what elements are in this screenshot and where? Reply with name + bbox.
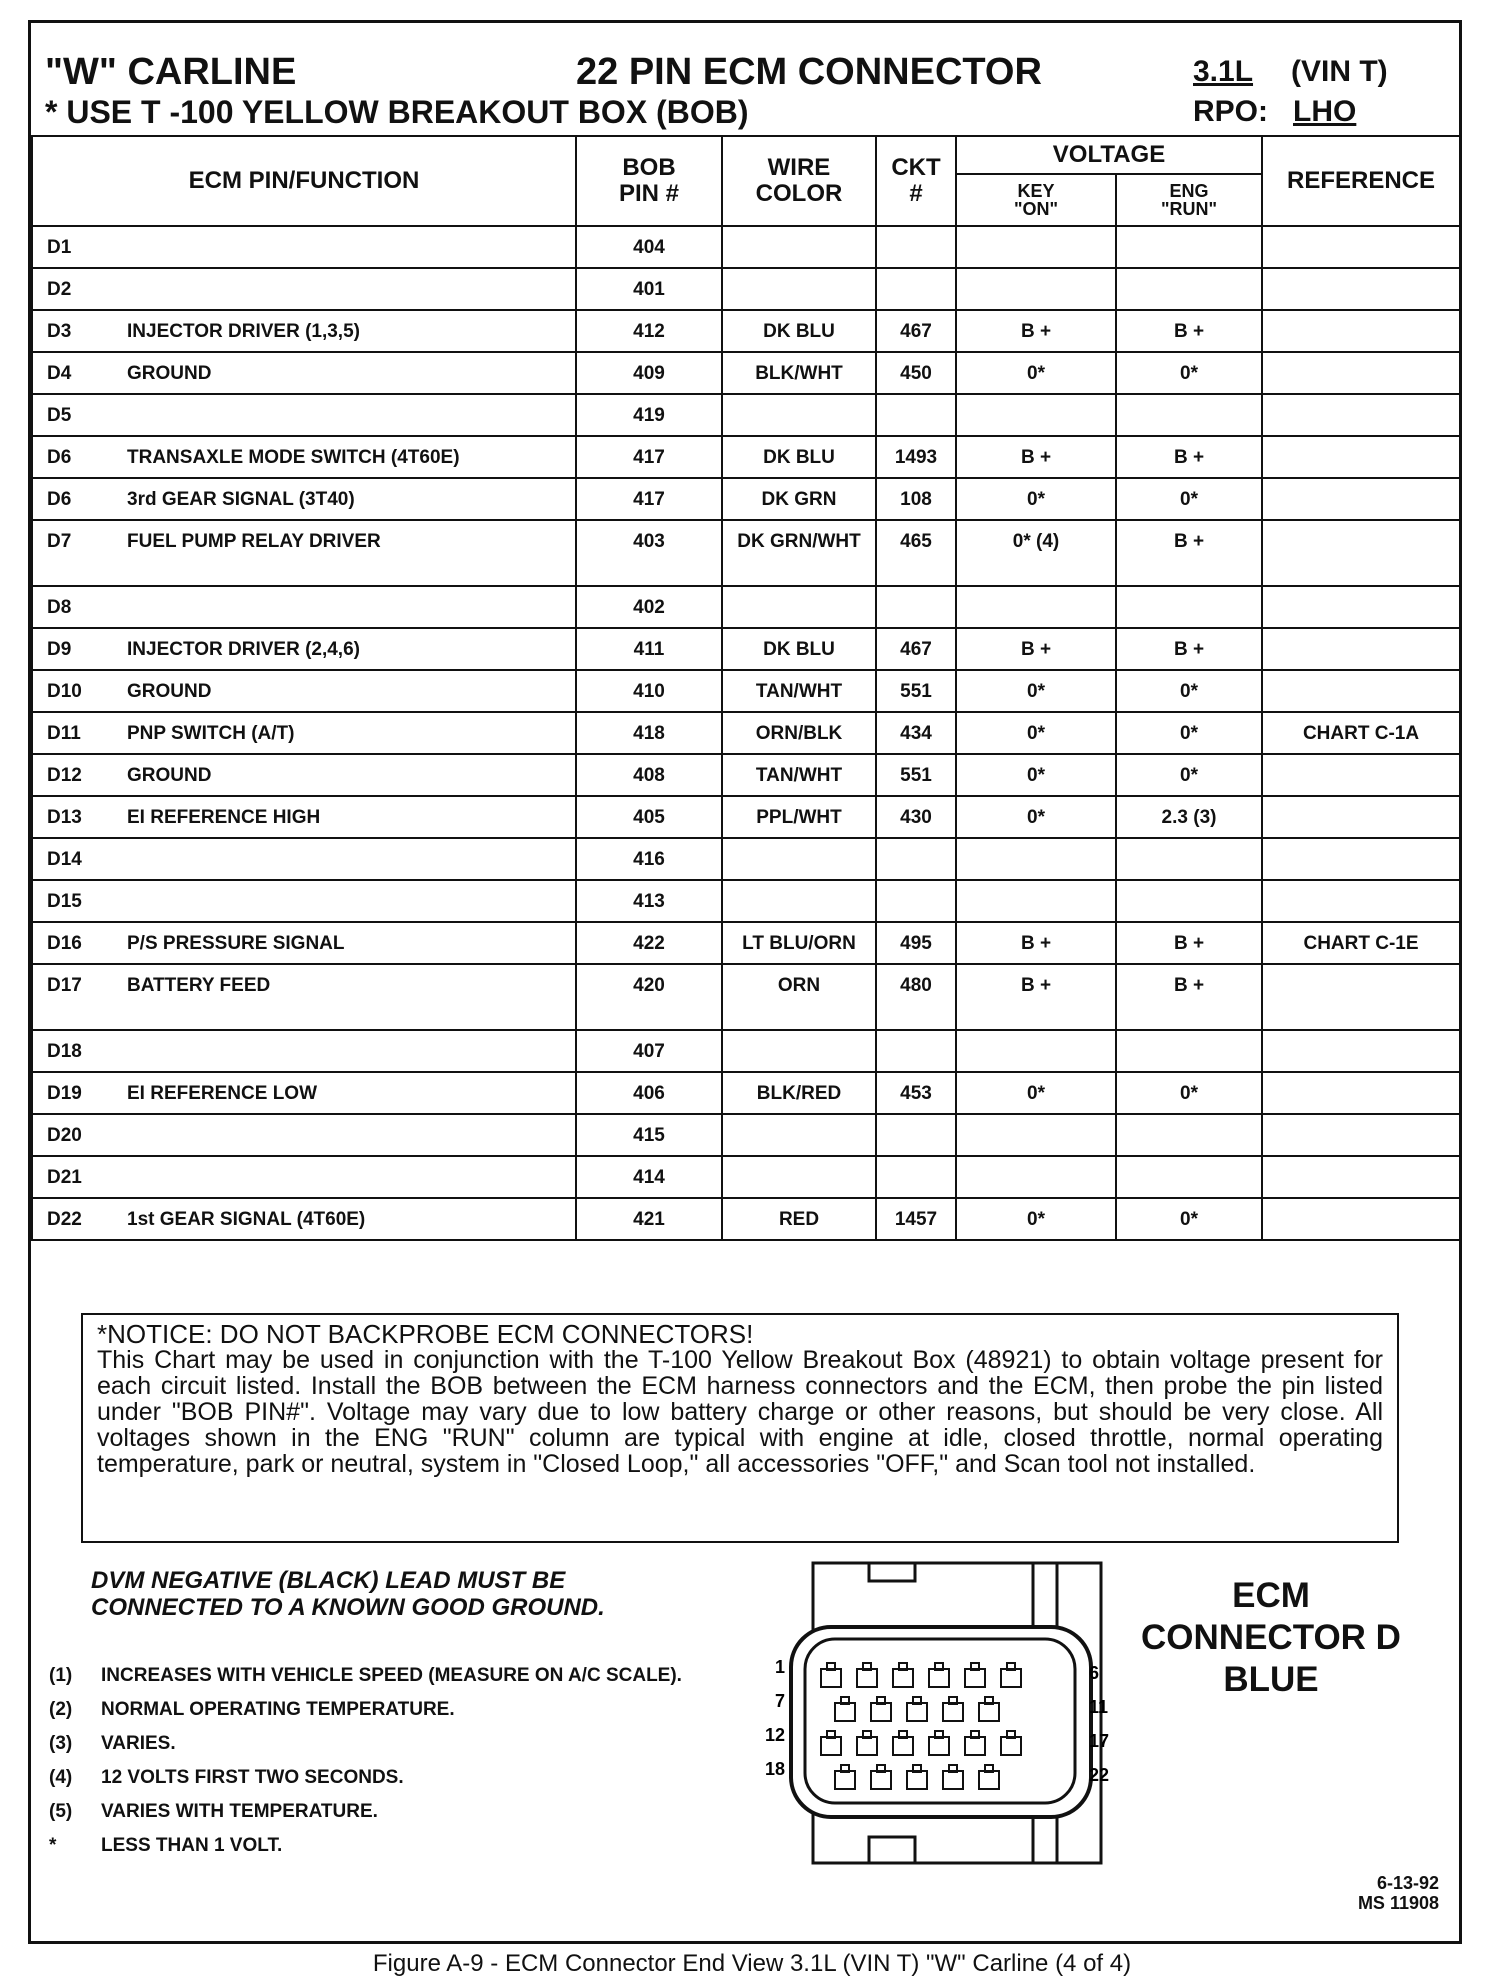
- cell-bob: 416: [576, 838, 722, 880]
- cell-wire: PPL/WHT: [722, 796, 876, 838]
- cell-key: 0*: [956, 352, 1116, 394]
- cell-pin: D19: [47, 1083, 82, 1104]
- cell-bob: 409: [576, 352, 722, 394]
- cell-bob: 404: [576, 226, 722, 268]
- pin-rows: [32, 226, 1460, 1240]
- cell-bob: 412: [576, 310, 722, 352]
- pin-row: [32, 628, 1460, 670]
- cell-function: [32, 1198, 576, 1240]
- cell-key: [956, 1030, 1116, 1072]
- pin-row: [32, 586, 1460, 628]
- cell-ref: [1262, 964, 1460, 1030]
- cell-wire: ORN: [722, 964, 876, 1030]
- cell-eng: B +: [1116, 628, 1262, 670]
- cell-ckt: [876, 394, 956, 436]
- cell-eng: 0*: [1116, 1072, 1262, 1114]
- col-wire-color: [722, 136, 876, 226]
- cell-eng: 0*: [1116, 754, 1262, 796]
- pin-row: [32, 712, 1460, 754]
- rpo-value: [1293, 87, 1356, 137]
- cell-wire: [722, 268, 876, 310]
- cell-ckt: 1493: [876, 436, 956, 478]
- cell-pin: D13: [47, 807, 82, 828]
- cell-eng: B +: [1116, 436, 1262, 478]
- cell-bob: 414: [576, 1156, 722, 1198]
- pin-number-right: 11: [1089, 1697, 1109, 1717]
- cell-function: [32, 922, 576, 964]
- cell-key: [956, 586, 1116, 628]
- footnote-key: (3): [49, 1733, 73, 1754]
- pin-row: [32, 352, 1460, 394]
- footnote: [49, 1761, 749, 1795]
- pin-row: [32, 838, 1460, 880]
- cell-bob: 419: [576, 394, 722, 436]
- cell-function-text: GROUND: [127, 765, 212, 786]
- pin-row: [32, 1156, 1460, 1198]
- cell-function: [32, 1072, 576, 1114]
- cell-function-text: EI REFERENCE HIGH: [127, 807, 321, 828]
- footnote-key: (2): [49, 1699, 73, 1720]
- pin-number-right: 6: [1089, 1663, 1100, 1683]
- dvm-warning: [91, 1567, 691, 1621]
- cell-ref: [1262, 478, 1460, 520]
- cell-ref: [1262, 394, 1460, 436]
- cell-function: [32, 628, 576, 670]
- cell-ref: [1262, 670, 1460, 712]
- pin-row: [32, 436, 1460, 478]
- cell-key: [956, 268, 1116, 310]
- pin-row: [32, 394, 1460, 436]
- cell-wire: DK BLU: [722, 436, 876, 478]
- cell-bob: 417: [576, 436, 722, 478]
- cell-bob: 413: [576, 880, 722, 922]
- cell-ckt: 480: [876, 964, 956, 1030]
- cell-bob: 402: [576, 586, 722, 628]
- cell-ckt: [876, 838, 956, 880]
- col-key-line1: KEY: [1017, 181, 1055, 201]
- cell-function: [32, 1114, 576, 1156]
- col-key-on: [956, 174, 1116, 226]
- cell-wire: [722, 1156, 876, 1198]
- pin-row: [32, 1114, 1460, 1156]
- footnote: [49, 1727, 749, 1761]
- cell-eng: [1116, 586, 1262, 628]
- cell-key: 0*: [956, 1072, 1116, 1114]
- pin-row: [32, 268, 1460, 310]
- cell-ref: CHART C-1A: [1262, 712, 1460, 754]
- dvm-line1: DVM NEGATIVE (BLACK) LEAD MUST BE: [91, 1567, 566, 1594]
- col-bob-pin: [576, 136, 722, 226]
- cell-wire: DK GRN/WHT: [722, 520, 876, 586]
- cell-bob: 401: [576, 268, 722, 310]
- cell-wire: DK BLU: [722, 628, 876, 670]
- col-eng-run: [1116, 174, 1262, 226]
- cell-ckt: [876, 268, 956, 310]
- cell-function-text: 3rd GEAR SIGNAL (3T40): [127, 489, 355, 510]
- connector-latch-bottom: [869, 1837, 915, 1863]
- col-bob-line1: BOB: [622, 154, 676, 181]
- cell-bob: 422: [576, 922, 722, 964]
- cell-key: [956, 226, 1116, 268]
- pin-row: [32, 796, 1460, 838]
- cell-ref: [1262, 1072, 1460, 1114]
- cell-ckt: 495: [876, 922, 956, 964]
- doc-date: 6-13-92: [1376, 1873, 1439, 1893]
- pin-number-left: 18: [764, 1759, 785, 1779]
- cell-ref: [1262, 1030, 1460, 1072]
- vin-code: (VIN T): [1291, 55, 1388, 88]
- cell-ref: [1262, 520, 1460, 586]
- cell-ref: [1262, 310, 1460, 352]
- cell-ref: [1262, 1198, 1460, 1240]
- pin-row: [32, 964, 1460, 1030]
- cell-wire: LT BLU/ORN: [722, 922, 876, 964]
- cell-eng: B +: [1116, 964, 1262, 1030]
- cell-key: B +: [956, 964, 1116, 1030]
- pin-table: [31, 135, 1461, 1241]
- cell-wire: BLK/RED: [722, 1072, 876, 1114]
- notice-title: *NOTICE: DO NOT BACKPROBE ECM CONNECTORS!: [97, 1319, 754, 1349]
- cell-eng: 0*: [1116, 478, 1262, 520]
- cell-eng: [1116, 1156, 1262, 1198]
- cell-function: [32, 268, 576, 310]
- pin-row: [32, 1198, 1460, 1240]
- col-bob-line2: PIN #: [618, 180, 680, 207]
- cell-bob: 405: [576, 796, 722, 838]
- footnote: [49, 1795, 749, 1829]
- pin-row: [32, 754, 1460, 796]
- cell-ckt: 465: [876, 520, 956, 586]
- cell-key: [956, 880, 1116, 922]
- cell-function: [32, 352, 576, 394]
- cell-function: [32, 838, 576, 880]
- cell-pin: D6: [47, 447, 72, 468]
- cell-key: B +: [956, 436, 1116, 478]
- cell-ckt: 1457: [876, 1198, 956, 1240]
- cell-wire: DK BLU: [722, 310, 876, 352]
- pin-row: [32, 310, 1460, 352]
- col-reference: REFERENCE: [1262, 136, 1460, 226]
- cell-pin: D5: [47, 405, 72, 426]
- cell-function: [32, 520, 576, 586]
- cell-function: [32, 712, 576, 754]
- cell-ckt: [876, 226, 956, 268]
- cell-ckt: 450: [876, 352, 956, 394]
- cell-eng: [1116, 880, 1262, 922]
- cell-key: [956, 1156, 1116, 1198]
- cell-wire: [722, 394, 876, 436]
- cell-wire: [722, 1030, 876, 1072]
- cell-key: 0*: [956, 754, 1116, 796]
- cell-function: [32, 1030, 576, 1072]
- footnote-text: VARIES.: [101, 1733, 176, 1754]
- col-eng-line1: ENG: [1169, 181, 1209, 201]
- cell-pin: D1: [47, 237, 72, 258]
- cell-ref: [1262, 268, 1460, 310]
- col-ckt-line1: CKT: [891, 154, 941, 181]
- pin-row: [32, 520, 1460, 586]
- footnotes: [49, 1659, 749, 1863]
- col-ckt-line2: #: [909, 180, 923, 207]
- cell-ref: [1262, 586, 1460, 628]
- cell-pin: D16: [47, 933, 82, 954]
- cell-ckt: 430: [876, 796, 956, 838]
- cell-eng: 0*: [1116, 712, 1262, 754]
- footnote-text: INCREASES WITH VEHICLE SPEED (MEASURE ON A/C SCALE).: [101, 1665, 682, 1686]
- cell-bob: 407: [576, 1030, 722, 1072]
- pin-number-right: 22: [1089, 1765, 1110, 1785]
- pin-number-left: 1: [774, 1657, 785, 1677]
- cell-eng: 0*: [1116, 352, 1262, 394]
- cell-key: [956, 838, 1116, 880]
- cell-key: B +: [956, 310, 1116, 352]
- cell-function: [32, 796, 576, 838]
- pin-row: [32, 922, 1460, 964]
- col-wire-line1: WIRE: [767, 154, 831, 181]
- footnote-text: LESS THAN 1 VOLT.: [101, 1835, 283, 1856]
- cell-ref: [1262, 436, 1460, 478]
- cell-ref: CHART C-1E: [1262, 922, 1460, 964]
- connector-label-line3: BLUE: [1223, 1660, 1319, 1699]
- cell-ref: [1262, 880, 1460, 922]
- cell-function-text: GROUND: [127, 363, 212, 384]
- cell-pin: D17: [47, 975, 82, 996]
- cell-key: 0*: [956, 712, 1116, 754]
- bob-note: * USE T -100 YELLOW BREAKOUT BOX (BOB): [45, 94, 749, 130]
- cell-pin: D18: [47, 1041, 82, 1062]
- cell-pin: D14: [47, 849, 82, 870]
- cell-key: B +: [956, 922, 1116, 964]
- pin-row: [32, 1030, 1460, 1072]
- rpo-value-text: LHO: [1293, 95, 1357, 128]
- cell-function-text: PNP SWITCH (A/T): [127, 723, 295, 744]
- cell-pin: D8: [47, 597, 72, 618]
- col-eng-line2: "RUN": [1160, 199, 1218, 219]
- cell-ckt: [876, 586, 956, 628]
- pin-row: [32, 1072, 1460, 1114]
- cell-function: [32, 964, 576, 1030]
- rpo-label: RPO:: [1193, 95, 1268, 128]
- cell-function-text: FUEL PUMP RELAY DRIVER: [127, 531, 381, 552]
- cell-wire: [722, 838, 876, 880]
- cell-bob: 408: [576, 754, 722, 796]
- col-wire-line2: COLOR: [755, 180, 843, 207]
- cell-function: [32, 478, 576, 520]
- cell-function: [32, 436, 576, 478]
- cell-wire: TAN/WHT: [722, 754, 876, 796]
- cell-function: [32, 226, 576, 268]
- cell-function: [32, 670, 576, 712]
- cell-pin: D4: [47, 363, 72, 384]
- cell-wire: ORN/BLK: [722, 712, 876, 754]
- cell-eng: 0*: [1116, 1198, 1262, 1240]
- engine-size-value: 3.1L: [1193, 55, 1254, 88]
- cell-function: [32, 754, 576, 796]
- cell-function: [32, 1156, 576, 1198]
- cell-function: [32, 394, 576, 436]
- cell-pin: D22: [47, 1209, 82, 1230]
- col-voltage: VOLTAGE: [956, 136, 1262, 174]
- cell-bob: 417: [576, 478, 722, 520]
- cell-key: 0* (4): [956, 520, 1116, 586]
- notice-box: [81, 1313, 1399, 1543]
- pin-row: [32, 880, 1460, 922]
- cell-ckt: [876, 880, 956, 922]
- cell-ckt: 467: [876, 628, 956, 670]
- footnote-text: VARIES WITH TEMPERATURE.: [101, 1801, 378, 1822]
- doc-id: [1358, 1873, 1439, 1913]
- cell-function: [32, 880, 576, 922]
- cell-pin: D21: [47, 1167, 82, 1188]
- col-function: ECM PIN/FUNCTION: [32, 136, 576, 226]
- cell-pin: D7: [47, 531, 72, 552]
- document-frame: [28, 20, 1462, 1944]
- connector-label-line1: ECM: [1232, 1576, 1310, 1615]
- doc-number: MS 11908: [1357, 1893, 1439, 1913]
- connector-label-line2: CONNECTOR D: [1141, 1618, 1401, 1657]
- cell-eng: [1116, 1114, 1262, 1156]
- cell-pin: D6: [47, 489, 72, 510]
- connector-title: 22 PIN ECM CONNECTOR: [576, 51, 1042, 93]
- cell-ckt: 434: [876, 712, 956, 754]
- cell-key: 0*: [956, 670, 1116, 712]
- cell-wire: TAN/WHT: [722, 670, 876, 712]
- cell-function-text: BATTERY FEED: [127, 975, 271, 996]
- cell-eng: B +: [1116, 520, 1262, 586]
- connector-latch-top: [869, 1563, 915, 1581]
- cell-pin: D15: [47, 891, 82, 912]
- cell-ref: [1262, 1156, 1460, 1198]
- cell-ref: [1262, 754, 1460, 796]
- cell-wire: [722, 1114, 876, 1156]
- cell-ref: [1262, 226, 1460, 268]
- cell-function-text: EI REFERENCE LOW: [127, 1083, 318, 1104]
- cell-wire: BLK/WHT: [722, 352, 876, 394]
- cell-eng: [1116, 268, 1262, 310]
- cell-bob: 410: [576, 670, 722, 712]
- cell-eng: [1116, 1030, 1262, 1072]
- footnote-key: (5): [49, 1801, 73, 1822]
- cell-ckt: 108: [876, 478, 956, 520]
- cell-function-text: 1st GEAR SIGNAL (4T60E): [127, 1209, 366, 1230]
- pin-number-left: 7: [774, 1691, 785, 1711]
- cell-function: [32, 310, 576, 352]
- footnote: [49, 1829, 749, 1863]
- cell-eng: 0*: [1116, 670, 1262, 712]
- cell-wire: RED: [722, 1198, 876, 1240]
- pin-row: [32, 670, 1460, 712]
- cell-function-text: INJECTOR DRIVER (2,4,6): [127, 639, 360, 660]
- cell-eng: [1116, 226, 1262, 268]
- cell-pin: D10: [47, 681, 82, 702]
- cell-ckt: 551: [876, 754, 956, 796]
- cell-pin: D20: [47, 1125, 82, 1146]
- pin-row: [32, 478, 1460, 520]
- footnote-text: 12 VOLTS FIRST TWO SECONDS.: [101, 1767, 404, 1788]
- cell-ckt: [876, 1030, 956, 1072]
- cell-function-text: INJECTOR DRIVER (1,3,5): [127, 321, 360, 342]
- cell-pin: D12: [47, 765, 82, 786]
- cell-ckt: 453: [876, 1072, 956, 1114]
- cell-bob: 421: [576, 1198, 722, 1240]
- cell-ref: [1262, 628, 1460, 670]
- cell-function: [32, 586, 576, 628]
- cell-key: [956, 394, 1116, 436]
- notice-body: This Chart may be used in conjunction with the T-100 Yellow Breakout Box (48921) to obtain voltage present for each circuit listed. Install the BOB between the ECM harness connectors and the ECM, then probe the pin listed under "BOB PIN#". Voltage may vary due to low battery charge or other reasons, but should be very close. All voltages shown in the ENG "RUN" column are typical with engine at idle, closed throttle, normal operating temperature, park or neutral, system in "Closed Loop," all accessories "OFF," and Scan tool not installed.: [97, 1346, 1383, 1478]
- cell-function-text: P/S PRESSURE SIGNAL: [127, 933, 345, 954]
- cell-key: 0*: [956, 1198, 1116, 1240]
- cell-wire: [722, 586, 876, 628]
- carline-title: "W" CARLINE: [45, 51, 297, 93]
- cell-key: 0*: [956, 478, 1116, 520]
- dvm-line2: CONNECTED TO A KNOWN GOOD GROUND.: [91, 1594, 605, 1621]
- cell-bob: 406: [576, 1072, 722, 1114]
- cell-key: 0*: [956, 796, 1116, 838]
- cell-bob: 403: [576, 520, 722, 586]
- cell-pin: D11: [47, 723, 81, 744]
- cell-wire: DK GRN: [722, 478, 876, 520]
- cell-pin: D9: [47, 639, 72, 660]
- cell-bob: 420: [576, 964, 722, 1030]
- connector-label: [1111, 1575, 1431, 1701]
- cell-eng: B +: [1116, 922, 1262, 964]
- cell-function-text: TRANSAXLE MODE SWITCH (4T60E): [127, 447, 460, 468]
- footnote: [49, 1659, 749, 1693]
- cell-ref: [1262, 796, 1460, 838]
- cell-eng: B +: [1116, 310, 1262, 352]
- cell-key: [956, 1114, 1116, 1156]
- cell-eng: [1116, 838, 1262, 880]
- footnote-key: *: [49, 1835, 57, 1856]
- cell-ckt: 551: [876, 670, 956, 712]
- cell-bob: 411: [576, 628, 722, 670]
- col-ckt: [876, 136, 956, 226]
- cell-ckt: [876, 1156, 956, 1198]
- cell-ref: [1262, 1114, 1460, 1156]
- cell-function-text: GROUND: [127, 681, 212, 702]
- footnote-text: NORMAL OPERATING TEMPERATURE.: [101, 1699, 455, 1720]
- cell-ckt: [876, 1114, 956, 1156]
- col-key-line2: "ON": [1013, 199, 1059, 219]
- cell-bob: 418: [576, 712, 722, 754]
- cell-eng: [1116, 394, 1262, 436]
- cell-ref: [1262, 352, 1460, 394]
- pin-number-right: 17: [1089, 1731, 1110, 1751]
- cell-pin: D3: [47, 321, 72, 342]
- cell-eng: 2.3 (3): [1116, 796, 1262, 838]
- footnote-key: (1): [49, 1665, 73, 1686]
- footnote: [49, 1693, 749, 1727]
- cell-wire: [722, 226, 876, 268]
- cell-bob: 415: [576, 1114, 722, 1156]
- figure-caption: Figure A-9 - ECM Connector End View 3.1L (VIN T) "W" Carline (4 of 4): [372, 1950, 1132, 1977]
- footnote-key: (4): [49, 1767, 73, 1788]
- pin-number-left: 12: [764, 1725, 785, 1745]
- cell-pin: D2: [47, 279, 72, 300]
- pin-row: [32, 226, 1460, 268]
- cell-wire: [722, 880, 876, 922]
- cell-ckt: 467: [876, 310, 956, 352]
- cell-key: B +: [956, 628, 1116, 670]
- cell-ref: [1262, 838, 1460, 880]
- connector-diagram: [764, 1555, 1110, 1873]
